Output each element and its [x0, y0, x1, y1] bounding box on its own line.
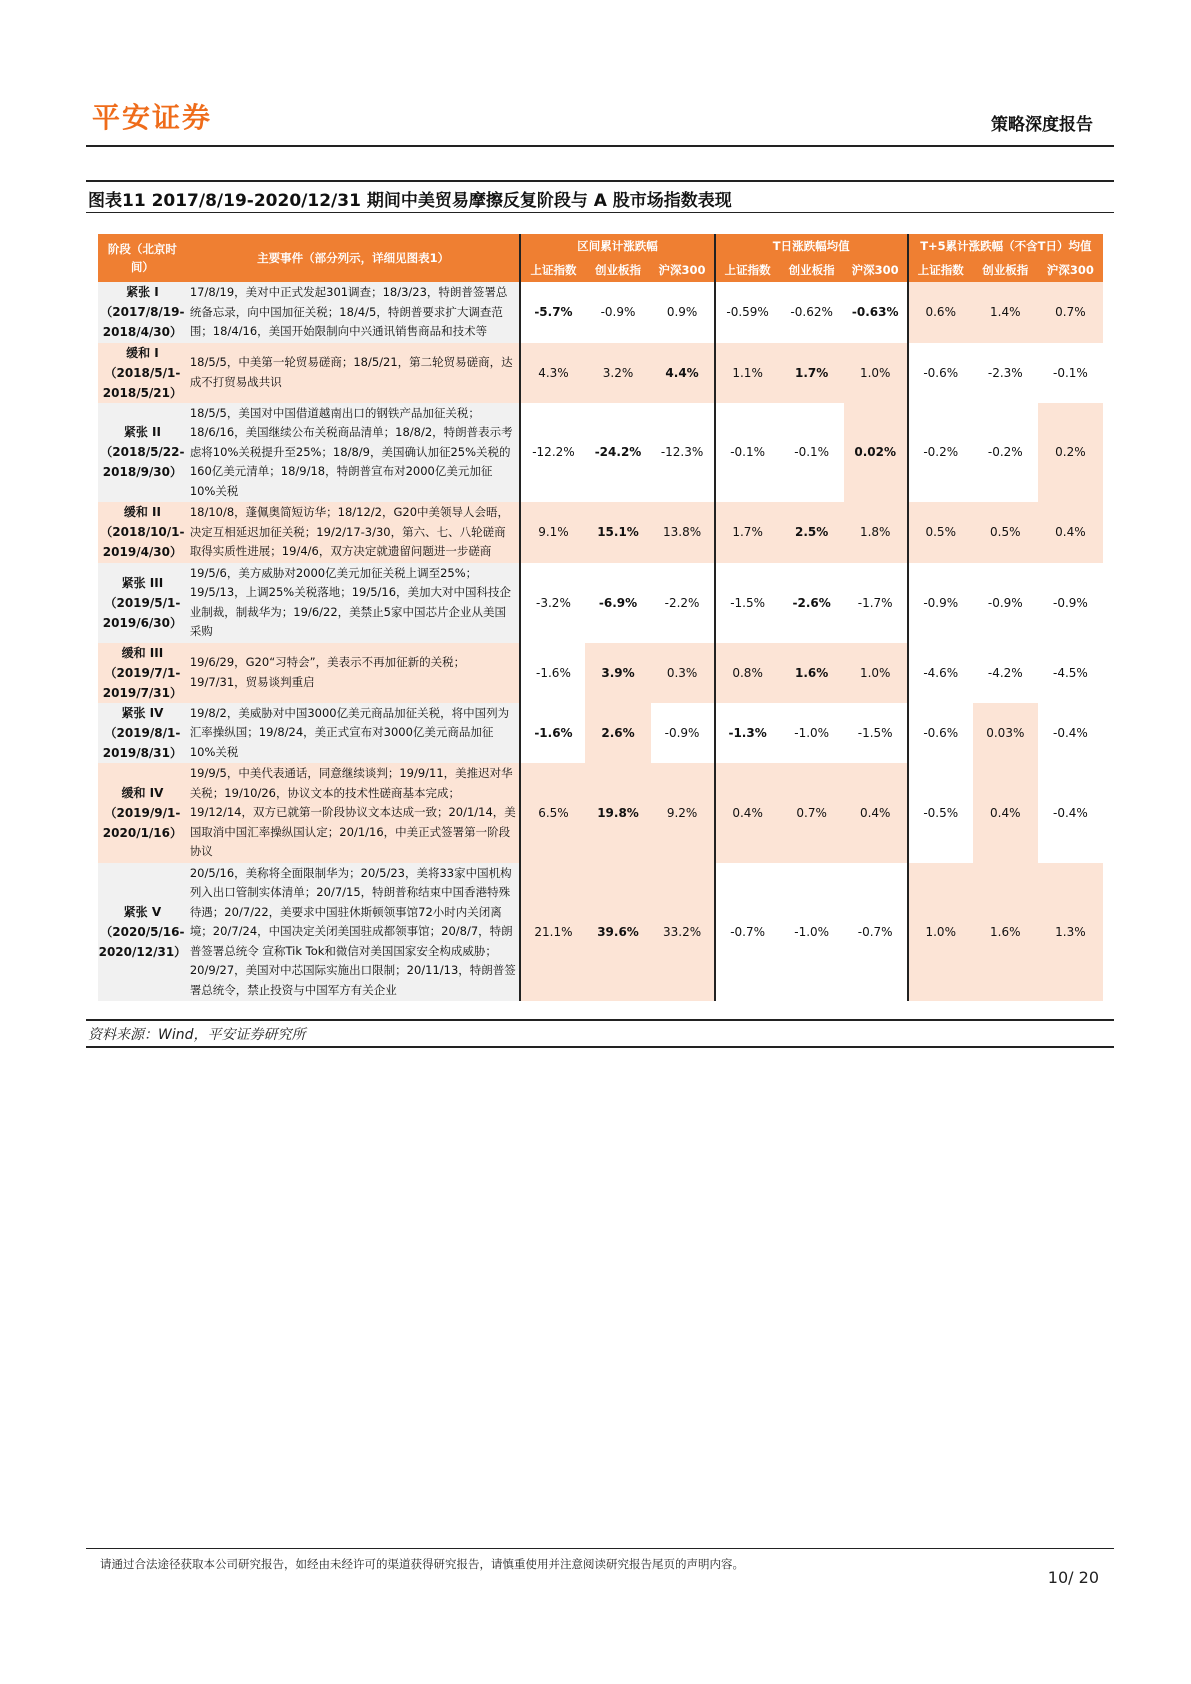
source-note	[86, 1019, 1114, 1048]
value-cell: -2.3%	[973, 343, 1038, 403]
table-row	[98, 343, 1103, 403]
report-type: 策略深度报告	[991, 115, 1093, 135]
value-cell: 19.8%	[585, 763, 650, 863]
value-cell: -4.6%	[908, 643, 973, 703]
value-cell: -1.0%	[780, 863, 844, 1002]
value-cell: 0.4%	[715, 763, 780, 863]
table-row	[98, 282, 1103, 343]
value-cell: 9.2%	[651, 763, 715, 863]
figure-title: 图表11 2017/8/19-2020/12/31 期间中美贸易摩擦反复阶段与 A 股市场指数表现	[88, 191, 732, 211]
value-cell: 1.7%	[780, 343, 844, 403]
events-cell: 18/10/8，蓬佩奥简短访华；18/12/2，G20中美领导人会晤，决定互相延迟加征关税；19/2/17-3/30，第六、七、八轮磋商取得实质性进展；19/4/6，双方决定就遗留问题进一步磋商	[187, 502, 521, 563]
value-cell: -0.2%	[973, 403, 1038, 503]
value-cell: 1.4%	[973, 282, 1038, 343]
value-cell: -2.6%	[780, 563, 844, 643]
value-cell: -0.1%	[1038, 343, 1103, 403]
value-cell: 1.0%	[844, 643, 908, 703]
value-cell: 0.7%	[1038, 282, 1103, 343]
table-row	[98, 763, 1103, 863]
table-row	[98, 403, 1103, 503]
value-cell: -1.3%	[715, 703, 780, 764]
events-cell: 19/8/2，美威胁对中国3000亿美元商品加征关税，将中国列为汇率操纵国；19/8/24，美正式宣布对3000亿美元商品加征10%关税	[187, 703, 521, 764]
events-cell: 18/5/5，美国对中国借道越南出口的钢铁产品加征关税；18/6/16，美国继续公布关税商品清单；18/8/2，特朗普表示考虑将10%关税提升至25%；18/8/9，美国确认加征25%关税的160亿美元清单；18/9/18，特朗普宣布对2000亿美元加征10%关税	[187, 403, 521, 503]
value-cell: -0.62%	[780, 282, 844, 343]
value-cell: -1.5%	[844, 703, 908, 764]
events-cell: 19/9/5，中美代表通话，同意继续谈判；19/9/11，美推迟对华关税；19/10/26，协议文本的技术性磋商基本完成；19/12/14，双方已就第一阶段协议文本达成一致；20/1/14，美国取消中国汇率操纵国认定；20/1/16，中美正式签署第一阶段协议	[187, 763, 521, 863]
value-cell: -0.9%	[908, 563, 973, 643]
value-cell: -0.9%	[973, 563, 1038, 643]
value-cell: 4.4%	[651, 343, 715, 403]
header-divider	[86, 145, 1114, 147]
table-row	[98, 502, 1103, 563]
stage-cell: 紧张 I （2017/8/19- 2018/4/30）	[98, 282, 187, 343]
figure-title-bar	[86, 180, 1114, 213]
value-cell: 39.6%	[585, 863, 650, 1002]
value-cell: 0.5%	[973, 502, 1038, 563]
value-cell: -1.5%	[715, 563, 780, 643]
value-cell: -0.9%	[585, 282, 650, 343]
group-header-interval: 区间累计涨跌幅	[520, 234, 714, 258]
group-header-t-day: T日涨跌幅均值	[715, 234, 908, 258]
subcol-sh: 上证指数	[908, 258, 973, 282]
value-cell: -0.1%	[780, 403, 844, 503]
value-cell: 0.4%	[844, 763, 908, 863]
value-cell: -0.9%	[1038, 563, 1103, 643]
events-cell: 19/5/6，美方威胁对2000亿美元加征关税上调至25%；19/5/13，上调25%关税落地；19/5/16，美加大对中国科技企业制裁，制裁华为；19/6/22，美禁止5家中国芯片企业从美国采购	[187, 563, 521, 643]
value-cell: -2.2%	[651, 563, 715, 643]
value-cell: 1.6%	[780, 643, 844, 703]
value-cell: -1.6%	[520, 643, 585, 703]
subcol-hs300: 沪深300	[844, 258, 908, 282]
col-header-events: 主要事件（部分列示，详细见图表1）	[187, 234, 521, 282]
value-cell: 0.8%	[715, 643, 780, 703]
value-cell: 1.8%	[844, 502, 908, 563]
value-cell: -5.7%	[520, 282, 585, 343]
table-row	[98, 643, 1103, 703]
value-cell: 0.6%	[908, 282, 973, 343]
stage-cell: 紧张 III （2019/5/1- 2019/6/30）	[98, 563, 187, 643]
value-cell: -0.7%	[844, 863, 908, 1002]
value-cell: -0.5%	[908, 763, 973, 863]
value-cell: 0.7%	[780, 763, 844, 863]
value-cell: -0.63%	[844, 282, 908, 343]
col-header-stage: 阶段（北京时间）	[98, 234, 187, 282]
value-cell: -0.7%	[715, 863, 780, 1002]
value-cell: 3.9%	[585, 643, 650, 703]
subcol-sh: 上证指数	[520, 258, 585, 282]
subcol-hs300: 沪深300	[1038, 258, 1103, 282]
value-cell: 1.6%	[973, 863, 1038, 1002]
footer-divider	[86, 1548, 1114, 1549]
value-cell: 15.1%	[585, 502, 650, 563]
disclaimer: 请通过合法途径获取本公司研究报告，如经由未经许可的渠道获得研究报告，请慎重使用并注意阅读研究报告尾页的声明内容。	[100, 1557, 744, 1571]
value-cell: -0.1%	[715, 403, 780, 503]
value-cell: 0.3%	[651, 643, 715, 703]
table-row	[98, 703, 1103, 764]
events-cell: 17/8/19，美对中正式发起301调查；18/3/23，特朗普签署总统备忘录，向中国加征关税；18/4/5，特朗普要求扩大调查范围；18/4/16，美国开始限制向中兴通讯销售商品和技术等	[187, 282, 521, 343]
events-cell: 18/5/5，中美第一轮贸易磋商；18/5/21，第二轮贸易磋商，达成不打贸易战共识	[187, 343, 521, 403]
value-cell: 33.2%	[651, 863, 715, 1002]
value-cell: -0.6%	[908, 343, 973, 403]
value-cell: 0.2%	[1038, 403, 1103, 503]
value-cell: -4.5%	[1038, 643, 1103, 703]
value-cell: 1.1%	[715, 343, 780, 403]
value-cell: -0.4%	[1038, 703, 1103, 764]
stage-cell: 缓和 IV （2019/9/1- 2020/1/16）	[98, 763, 187, 863]
subcol-cyb: 创业板指	[973, 258, 1038, 282]
value-cell: 0.03%	[973, 703, 1038, 764]
table-row	[98, 563, 1103, 643]
stage-cell: 紧张 V （2020/5/16- 2020/12/31）	[98, 863, 187, 1002]
stage-cell: 缓和 I （2018/5/1- 2018/5/21）	[98, 343, 187, 403]
value-cell: 3.2%	[585, 343, 650, 403]
stage-cell: 缓和 II （2018/10/1- 2019/4/30）	[98, 502, 187, 563]
value-cell: -0.6%	[908, 703, 973, 764]
stage-cell: 缓和 III （2019/7/1- 2019/7/31）	[98, 643, 187, 703]
company-logo: 平安证券	[92, 101, 213, 134]
value-cell: -0.59%	[715, 282, 780, 343]
value-cell: -1.7%	[844, 563, 908, 643]
subcol-cyb: 创业板指	[585, 258, 650, 282]
stage-cell: 紧张 II （2018/5/22- 2018/9/30）	[98, 403, 187, 503]
value-cell: 2.6%	[585, 703, 650, 764]
subcol-cyb: 创业板指	[780, 258, 844, 282]
value-cell: 1.7%	[715, 502, 780, 563]
value-cell: -3.2%	[520, 563, 585, 643]
trade-friction-table	[98, 234, 1103, 1001]
subcol-sh: 上证指数	[715, 258, 780, 282]
group-header-t5: T+5累计涨跌幅（不含T日）均值	[908, 234, 1103, 258]
table-row	[98, 863, 1103, 1002]
value-cell: 0.4%	[973, 763, 1038, 863]
value-cell: 13.8%	[651, 502, 715, 563]
value-cell: 0.02%	[844, 403, 908, 503]
value-cell: 6.5%	[520, 763, 585, 863]
value-cell: -0.2%	[908, 403, 973, 503]
value-cell: 1.0%	[844, 343, 908, 403]
value-cell: -12.2%	[520, 403, 585, 503]
subcol-hs300: 沪深300	[651, 258, 715, 282]
value-cell: -12.3%	[651, 403, 715, 503]
value-cell: 1.0%	[908, 863, 973, 1002]
value-cell: 4.3%	[520, 343, 585, 403]
source-text: 资料来源：Wind，平安证券研究所	[88, 1027, 306, 1043]
value-cell: 0.4%	[1038, 502, 1103, 563]
events-cell: 20/5/16，美称将全面限制华为；20/5/23，美将33家中国机构列入出口管制实体清单；20/7/15，特朗普称结束中国香港特殊待遇；20/7/22，美要求中国驻休斯顿领事馆72小时内关闭离境；20/7/24，中国决定关闭美国驻成都领事馆；20/8/7，特朗普签署总统令 宣称Tik Tok和微信对美国国家安全构成威胁；20/9/27，美国对中芯国际实施出口限制；20/11/13，特朗普签署总统令，禁止投资与中国军方有关企业	[187, 863, 521, 1002]
page-number: 10/ 20	[1047, 1568, 1099, 1587]
value-cell: 0.5%	[908, 502, 973, 563]
events-cell: 19/6/29，G20“习特会”，美表示不再加征新的关税；19/7/31，贸易谈判重启	[187, 643, 521, 703]
value-cell: 21.1%	[520, 863, 585, 1002]
value-cell: 9.1%	[520, 502, 585, 563]
value-cell: -24.2%	[585, 403, 650, 503]
value-cell: -6.9%	[585, 563, 650, 643]
value-cell: -0.4%	[1038, 763, 1103, 863]
value-cell: -1.0%	[780, 703, 844, 764]
value-cell: -4.2%	[973, 643, 1038, 703]
value-cell: -1.6%	[520, 703, 585, 764]
value-cell: 2.5%	[780, 502, 844, 563]
stage-cell: 紧张 IV （2019/8/1- 2019/8/31）	[98, 703, 187, 764]
value-cell: -0.9%	[651, 703, 715, 764]
value-cell: 0.9%	[651, 282, 715, 343]
value-cell: 1.3%	[1038, 863, 1103, 1002]
